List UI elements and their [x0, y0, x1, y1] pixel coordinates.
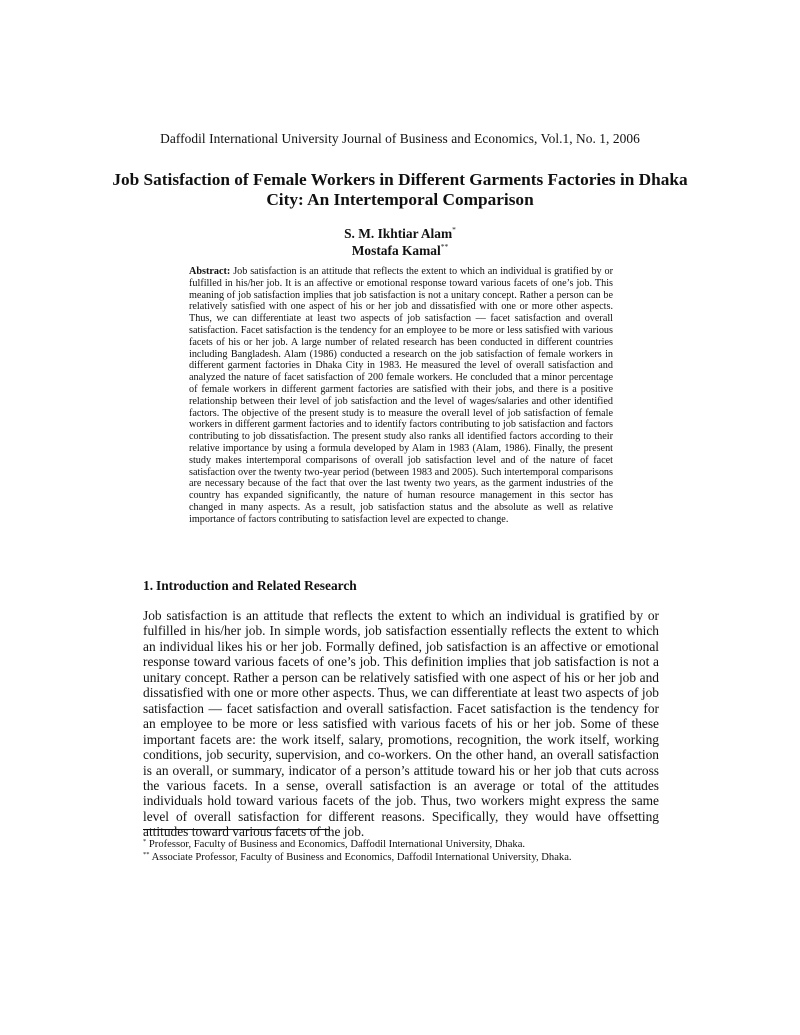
footnote-mark: * — [143, 838, 147, 845]
section-number: 1. — [143, 578, 154, 593]
paper-title: Job Satisfaction of Female Workers in Different Garments Factories in Dhaka City: An Intertemporal Comparison — [112, 170, 688, 209]
abstract — [189, 266, 613, 526]
abstract-text: Job satisfaction is an attitude that reflects the extent to which an individual is gratified by or fulfilled in his/her job. It is an affective or emotional response toward various facets of one’s job. This meaning of job satisfaction implies that job satisfaction is not a unitary concept. Rather a person can be relatively satisfied with one aspect of his or her job and dissatisfied with one or more other aspects. Thus, we can differentiate at least two aspects of job satisfaction — facet satisfaction and overall satisfaction. Facet satisfaction is the tendency for an employee to be more or less satisfied with various facets of his or her job. A large number of related research has been conducted in different countries including Bangladesh. Alam (1986) conducted a research on the job satisfaction of female workers in different garment factories in Dhaka City in 1983. He measured the level of overall satisfaction and analyzed the nature of facet satisfaction of 200 female workers. He concluded that a minor percentage of female workers in different garment factories are satisfied with their jobs, and there is a positive relationship between their level of job satisfaction and the level of wages/salaries and other identified factors. The objective of the present study is to measure the overall level of job satisfaction of female workers in different garment factories and to identify factors contributing to job satisfaction and factors contributing to job dissatisfaction. The present study also ranks all identified factors according to their relative importance by using a formula developed by Alam in 1983 (Alam, 1986). Finally, the present study makes intertemporal comparisons of overall job satisfaction level and of the nature of facet satisfaction over the twenty two-year period (between 1983 and 2005). Such intertemporal comparisons are necessary because of the fact that over the last twenty two years, as the garment industries of the country has expanded significantly, the nature of human resource management in this sector has changed in many aspects. As a result, job satisfaction status and the absolute as well as relative importance of factors contributing to satisfaction level are expected to change. — [189, 266, 613, 525]
section-body: Job satisfaction is an attitude that reflects the extent to which an individual is gratified by or fulfilled in his/her job. In simple words, job satisfaction essentially reflects the extent to which an individual likes his or her job. Formally defined, job satisfaction is an affective or emotional response toward various facets of one’s job. This definition implies that job satisfaction is not a unitary concept. Rather a person can be relatively satisfied with one aspect of his or her job and dissatisfied with one or more other aspects. Thus, we can differentiate at least two aspects of job satisfaction — facet satisfaction and overall satisfaction. Facet satisfaction is the tendency for an employee to be more or less satisfied with various facets of his or her job. Some of these important facets are: the work itself, salary, promotions, recognition, the work itself, working conditions, job security, supervision, and co-workers. On the other hand, an overall satisfaction is an overall, or summary, indicator of a person’s attitude toward his or her job that cuts across the various facets. In a sense, overall satisfaction is an average or total of the attitudes individuals hold toward various facets of the job. Thus, two workers might express the same level of overall satisfaction for different reasons. Specifically, they would have offsetting attitudes toward various facets of the job. — [143, 608, 659, 840]
author-1 — [0, 226, 800, 243]
footnotes — [143, 838, 663, 864]
section-heading — [143, 578, 357, 594]
footnote-text: Associate Professor, Faculty of Business and Economics, Daffodil International University, Dhaka. — [151, 852, 572, 863]
abstract-label: Abstract: — [189, 266, 231, 277]
author-name: S. M. Ikhtiar Alam — [344, 226, 453, 241]
footnote-2 — [143, 851, 663, 864]
footnote-mark: ** — [143, 851, 150, 858]
author-name: Mostafa Kamal — [351, 242, 441, 258]
footnote-divider — [143, 829, 329, 830]
footnote-text: Professor, Faculty of Business and Economics, Daffodil International University, Dhaka. — [148, 839, 526, 850]
footnote-1 — [143, 838, 663, 851]
author-block — [0, 226, 800, 259]
section-title: Introduction and Related Research — [156, 578, 357, 593]
author-footnote-mark: * — [452, 225, 456, 234]
author-footnote-mark: ** — [440, 241, 449, 251]
journal-header: Daffodil International University Journal of Business and Economics, Vol.1, No. 1, 2006 — [160, 131, 640, 146]
author-2 — [0, 243, 800, 260]
